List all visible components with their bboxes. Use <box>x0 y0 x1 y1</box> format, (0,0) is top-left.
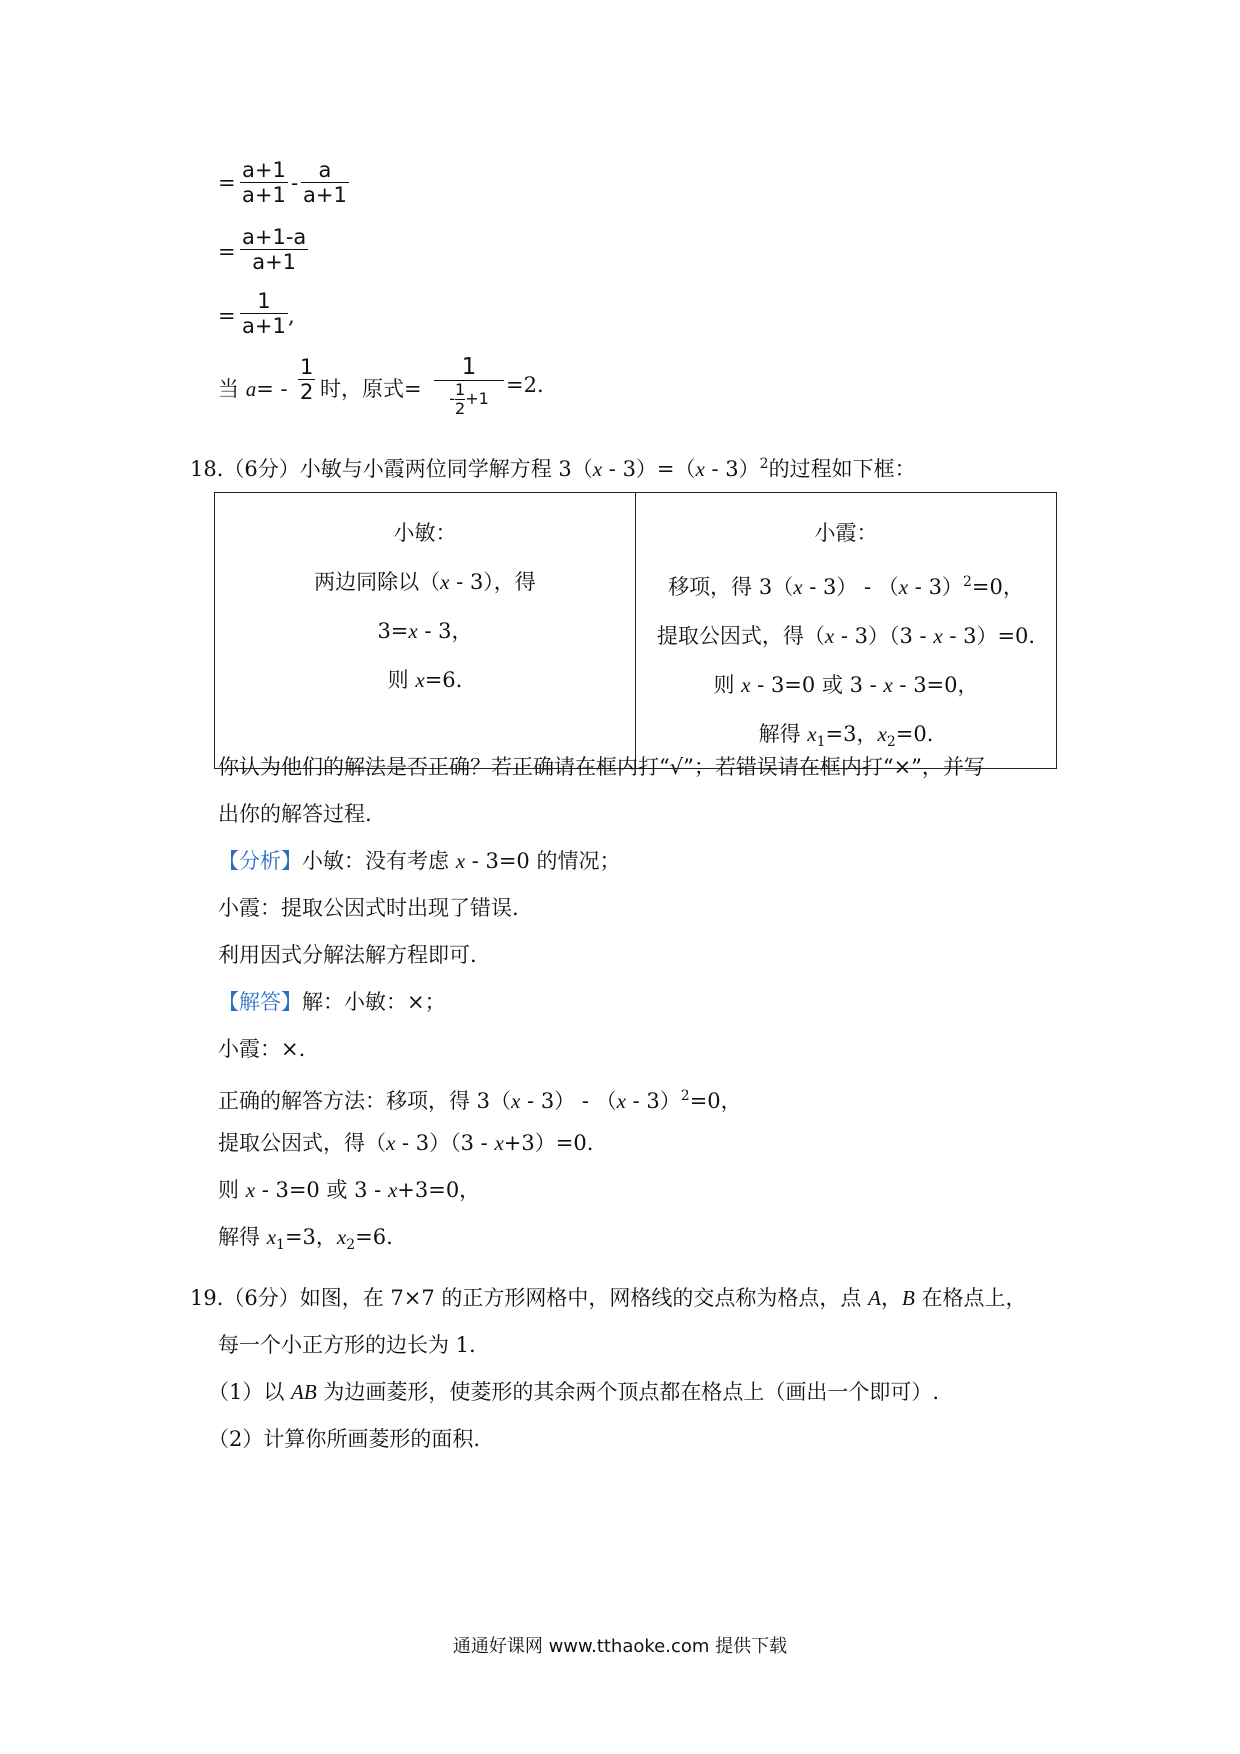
q19-line3 <box>208 1377 939 1407</box>
point-a: A <box>868 1286 881 1310</box>
var-x: x <box>898 575 909 599</box>
var-x: x <box>386 1131 396 1155</box>
answer-line5 <box>218 1175 480 1205</box>
var-x: x <box>455 849 466 873</box>
text: 的过程如下框： <box>768 457 916 481</box>
denominator <box>434 381 504 418</box>
text: 正确的解答方法：移项，得 3（ <box>218 1089 512 1113</box>
text: 则 <box>218 1178 246 1202</box>
var-x: x <box>883 673 893 697</box>
denominator: a+1 <box>242 314 286 338</box>
denominator: a+1 <box>303 183 347 207</box>
when-suffix: 时，原式= <box>320 377 422 401</box>
fraction <box>301 158 349 207</box>
subscript: 1 <box>276 1237 285 1254</box>
den-frac-den: 2 <box>455 399 466 418</box>
var-x: x <box>793 575 803 599</box>
text: +3）=0. <box>503 1131 594 1155</box>
answer-line3 <box>218 1081 742 1116</box>
text: 在格点上， <box>914 1286 1027 1310</box>
denominator: a+1 <box>252 250 297 274</box>
var-x: x <box>592 457 603 481</box>
var-x: x <box>511 1089 521 1113</box>
den-plus: +1 <box>465 389 489 408</box>
q19-line2: 每一个小正方形的边长为 1. <box>218 1333 476 1357</box>
var-x: x <box>877 722 887 746</box>
var-x: x <box>387 1178 398 1202</box>
text: =6. <box>355 1225 393 1249</box>
numerator: 1 <box>300 355 314 379</box>
text: =3， <box>284 1225 337 1249</box>
fraction-big <box>434 354 504 418</box>
text: 小敏：没有考虑 <box>302 849 456 873</box>
var-x: x <box>807 722 817 746</box>
q18-title <box>190 453 916 483</box>
text: - 3） - （ <box>520 1089 617 1113</box>
minus-sign: - <box>291 171 299 195</box>
text: - 3） - （ <box>802 575 899 599</box>
analysis-line3: 利用因式分解法解方程即可. <box>218 943 477 967</box>
fraction <box>240 158 288 207</box>
xiaoxia-cell <box>636 493 1057 769</box>
xiaomin-line3 <box>216 656 634 705</box>
comma: , <box>288 304 295 328</box>
text: - 3） <box>704 457 760 481</box>
text: 则 <box>713 673 742 697</box>
result: =2. <box>506 373 544 397</box>
text: 为边画菱形，使菱形的其余两个顶点都在格点上（画出一个即可）. <box>316 1380 940 1404</box>
analysis-line1 <box>218 846 620 876</box>
numerator: a+1 <box>242 158 286 182</box>
subscript: 2 <box>886 734 896 751</box>
numerator: a <box>318 158 332 182</box>
den-neg: - <box>449 389 455 408</box>
subscript: 2 <box>346 1237 356 1254</box>
xiaomin-name: 小敏： <box>393 521 457 545</box>
var-x: x <box>616 1089 626 1113</box>
text: =0， <box>689 1089 742 1113</box>
text: - 3=0 的情况； <box>465 849 621 873</box>
var-x: x <box>824 624 835 648</box>
xiaoxia-name: 小霞： <box>814 521 878 545</box>
text: =6. <box>424 668 463 692</box>
denominator: 2 <box>300 380 314 404</box>
var-x: x <box>440 570 450 594</box>
var-x: x <box>494 1131 504 1155</box>
text: 两边同除以（ <box>314 570 441 594</box>
solution-table <box>214 492 1057 769</box>
text: 提取公因式，得（ <box>218 1131 386 1155</box>
answer-line6 <box>218 1222 393 1260</box>
den-fraction <box>455 381 465 418</box>
text: - 3）（3 - <box>395 1131 495 1155</box>
q19-line4: （2）计算你所画菱形的面积. <box>208 1427 481 1451</box>
when-text <box>218 373 288 403</box>
var-x: x <box>336 1225 347 1249</box>
text: - 3），得 <box>449 570 536 594</box>
fraction <box>240 289 288 338</box>
text: =3， <box>825 722 878 746</box>
text: 解得 <box>218 1225 267 1249</box>
text: 则 <box>387 668 416 692</box>
var-a: a <box>245 377 257 401</box>
var-x: x <box>266 1225 277 1249</box>
eq-neg: = - <box>256 377 288 401</box>
text: （1）以 <box>208 1380 292 1404</box>
text: 18.（6分）小敏与小霞两位同学解方程 3（ <box>190 457 593 481</box>
var-x: x <box>695 457 705 481</box>
var-x: x <box>245 1178 256 1202</box>
answer-tag: 【解答】 <box>218 990 302 1014</box>
text: - 3）=（ <box>602 457 696 481</box>
text: 19.（6分）如图，在 7×7 的正方形网格中，网格线的交点称为格点，点 <box>190 1286 869 1310</box>
text: +3=0， <box>397 1178 481 1202</box>
q18-question-line1: 你认为他们的解法是否正确？若正确请在框内打“√”；若错误请在框内打“×”，并写 <box>218 755 985 779</box>
den-frac-num: 1 <box>455 380 466 399</box>
xiaoxia-line2 <box>637 612 1055 661</box>
answer-line1 <box>218 987 446 1017</box>
xiaomin-line2 <box>216 607 634 656</box>
var-x: x <box>741 673 751 697</box>
xiaomin-line1 <box>216 558 634 607</box>
text: - 3=0 或 3 - <box>750 673 884 697</box>
text: 提取公因式，得（ <box>656 624 825 648</box>
footer: 通通好课网 www.tthaoke.com 提供下载 <box>452 1636 788 1657</box>
analysis-tag: 【分析】 <box>218 849 302 873</box>
segment-ab: AB <box>291 1380 317 1404</box>
numerator: 1 <box>257 289 271 313</box>
q19-line1 <box>190 1283 1026 1313</box>
text: - 3， <box>417 619 473 643</box>
eq-sign: = <box>218 240 236 264</box>
var-x: x <box>408 619 418 643</box>
point-b: B <box>901 1286 915 1310</box>
text: - 3） <box>908 575 963 599</box>
text: 移项，得 3（ <box>668 575 794 599</box>
text: ， <box>880 1286 902 1310</box>
eq-sign: = <box>218 171 236 195</box>
numerator: 1 <box>461 354 477 380</box>
superscript: 2 <box>680 1088 690 1104</box>
text: 3= <box>377 619 409 643</box>
fraction <box>240 225 308 274</box>
xiaoxia-line1 <box>637 558 1055 612</box>
var-x: x <box>415 668 425 692</box>
text: - 3=0， <box>892 673 979 697</box>
var-x: x <box>933 624 943 648</box>
xiaomin-cell <box>215 493 636 769</box>
text: - 3）=0. <box>942 624 1036 648</box>
eq-sign: = <box>218 304 236 328</box>
numerator: a+1-a <box>242 225 307 249</box>
text: =0. <box>895 722 934 746</box>
text: - 3=0 或 3 - <box>255 1178 388 1202</box>
analysis-line2: 小霞：提取公因式时出现了错误. <box>218 896 519 920</box>
when-prefix: 当 <box>218 377 239 401</box>
text: - 3）（3 - <box>834 624 934 648</box>
answer-line2: 小霞：×. <box>218 1037 306 1061</box>
text: - 3） <box>625 1089 681 1113</box>
q18-question-line2: 出你的解答过程. <box>218 802 372 826</box>
superscript: 2 <box>759 456 769 472</box>
superscript: 2 <box>962 574 972 590</box>
fraction-half <box>298 355 315 404</box>
denominator: a+1 <box>242 183 286 207</box>
text: 解：小敏：×； <box>302 990 446 1014</box>
answer-line4 <box>218 1128 593 1158</box>
text: 解得 <box>758 722 808 746</box>
text: =0， <box>971 575 1024 599</box>
xiaoxia-line3 <box>637 661 1055 710</box>
subscript: 1 <box>816 734 826 751</box>
